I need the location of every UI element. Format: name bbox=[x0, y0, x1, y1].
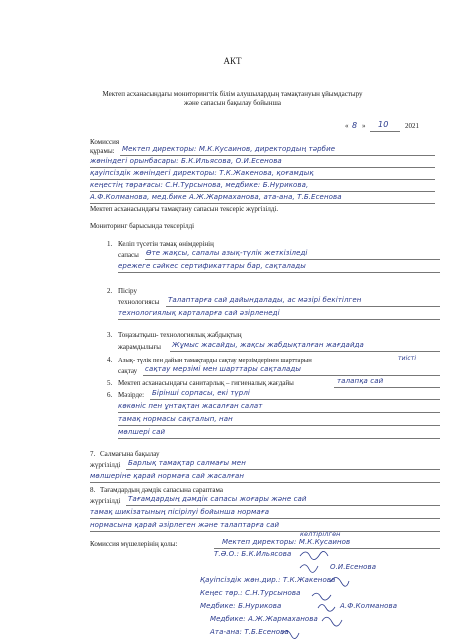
item-label-2: технологиясы bbox=[118, 298, 160, 306]
item-label-2: жүргізілді bbox=[90, 461, 121, 469]
signature-line: Қауіпсіздік жөн.дир.: Т.К.Жакенова bbox=[200, 576, 336, 584]
item-number: 4. bbox=[107, 356, 113, 364]
item-label-2: жүргізілді bbox=[90, 497, 121, 505]
signature-line: Медбике: Б.Нурикова bbox=[200, 602, 282, 610]
item-label: Тағамдардың дәмдік сапасына сараптама bbox=[100, 486, 223, 494]
signature-line: Кеңес төр.: С.Н.Турсынова bbox=[200, 589, 301, 597]
item-hand-line: технологиялық карталарға сай әзірленеді bbox=[118, 309, 280, 317]
item-hand-line: тамақ шикізатының пісірілуі бойынша нормаға bbox=[90, 508, 270, 516]
document-subtitle-line2: және сапасын бақылау бойынша bbox=[184, 99, 281, 107]
item-hand-line: тамақ нормасы сақталып, нан bbox=[118, 415, 233, 423]
item-number: 7. bbox=[90, 450, 96, 458]
document-title: АКТ bbox=[223, 56, 242, 66]
signature-line: А.Ф.Колманова bbox=[340, 602, 398, 610]
commission-label: Комиссия bbox=[90, 138, 120, 146]
item-label-2: жарамдылығы bbox=[118, 343, 162, 351]
item-hand-line: Жұмыс жасайды, жақсы жабдықталған жағдайда bbox=[172, 341, 364, 349]
item-label: Келіп түсетін тамақ өнімдерінің bbox=[118, 240, 214, 248]
document-subtitle-line1: Мектеп асханасындағы мониторингтік білім алушылардың тамақтануын ұйымдастыру bbox=[102, 90, 363, 98]
item-hand-line: мөлшері сай bbox=[118, 428, 166, 436]
item-hand-line: Талаптарға сай дайындалады, ас мәзірі бекітілген bbox=[168, 296, 362, 304]
item-hand-line: нормасына қарай әзірлеген және талаптарға сай bbox=[90, 521, 280, 529]
item-label: Тоңазытқыш- технологиялық жабдықтың bbox=[118, 331, 242, 339]
item-hand-line: сақтау мерзімі мен шарттары сақталады bbox=[145, 365, 301, 373]
item-label: Азық- түлік пен дайын тамақтарды сақтау мерзімдерінен шарттарын bbox=[118, 357, 312, 364]
date-year: 2021 bbox=[405, 122, 419, 130]
commission-label-2: құрамы: bbox=[90, 147, 115, 155]
monitoring-label: Мониторинг барысында тексерілді bbox=[90, 222, 195, 230]
item-label: Пісіру bbox=[118, 287, 137, 295]
item-label-2: сапасы bbox=[118, 251, 139, 259]
signature-line: О.И.Есенова bbox=[330, 563, 377, 571]
item-hand-line: көкөніс пен ұнтақтан жасалған салат bbox=[118, 402, 263, 410]
commission-hand-line: Мектеп директоры: М.К.Кусаинов, директордың тәрбие bbox=[122, 145, 336, 153]
signature-line: Мектеп директоры: М.К.Кусаинов bbox=[222, 538, 351, 546]
item-label: Мектеп асханасындағы санитарлық – гигиеналық жағдайы bbox=[118, 379, 294, 387]
item-hand-line: мөлшеріне қарай нормаға сай жасалған bbox=[90, 472, 245, 480]
signatures-label: Комиссия мүшелерінің қолы: bbox=[90, 540, 178, 548]
commission-hand-line: кеңестің төрағасы: С.Н.Турсынова, медбике: Б.Нурикова, bbox=[90, 181, 309, 189]
item-label-2: сақтау bbox=[118, 367, 138, 375]
commission-footer: Мектеп асханасындағы тамақтану сапасын тексеріс жүргізілді. bbox=[90, 205, 279, 213]
date-month: 10 bbox=[378, 120, 389, 129]
signature-line: Т.Ә.О.: Б.К.Ильясова bbox=[214, 550, 292, 558]
item-number: 1. bbox=[107, 240, 113, 248]
item-number: 8. bbox=[90, 486, 96, 494]
date-close-quote: » bbox=[362, 122, 366, 130]
item-hand-line: Барлық тамақтар салмағы мен bbox=[128, 459, 246, 467]
commission-hand-line: А.Ф.Колманова, мед.бике А.Ж.Жармаханова, ата-ана, Т.Б.Есенова bbox=[90, 193, 342, 201]
item-number: 2. bbox=[107, 287, 113, 295]
signature-line: Медбике: А.Ж.Жармаханова bbox=[210, 615, 318, 623]
date-day: 8 bbox=[352, 121, 358, 130]
item-hand-line: талапқа сай bbox=[337, 377, 384, 385]
commission-hand-line: қауіпсіздік жөніндегі директоры: Т.К.Жакенова, қоғамдық bbox=[90, 169, 314, 177]
item-hand-aside: тиісті bbox=[398, 355, 417, 362]
item-number: 3. bbox=[107, 331, 113, 339]
item-hand-line: Өте жақсы, сапалы азық-түлік жеткізіледі bbox=[146, 249, 308, 257]
item-hand-line: Бірінші сорпасы, екі түрлі bbox=[152, 389, 250, 397]
item-label: Салмағына бақылау bbox=[100, 450, 160, 458]
commission-hand-line: жөніндегі орынбасары: Б.К.Ильясова, О.И.Есенова bbox=[90, 157, 282, 165]
item-number: 5. bbox=[107, 379, 113, 387]
signature-line: Ата-ана: Т.Б.Есенова bbox=[210, 628, 289, 636]
item-hand-line: келтірілген bbox=[300, 530, 341, 538]
date-open-quote: « bbox=[345, 122, 349, 130]
item-hand-line: ережеге сәйкес сертификаттары бар, сақталады bbox=[118, 262, 306, 270]
item-hand-line: Тағамдардың дәмдік сапасы жоғары және сай bbox=[128, 495, 307, 503]
item-number: 6. bbox=[107, 391, 113, 399]
item-label: Мәзірде: bbox=[118, 391, 145, 399]
